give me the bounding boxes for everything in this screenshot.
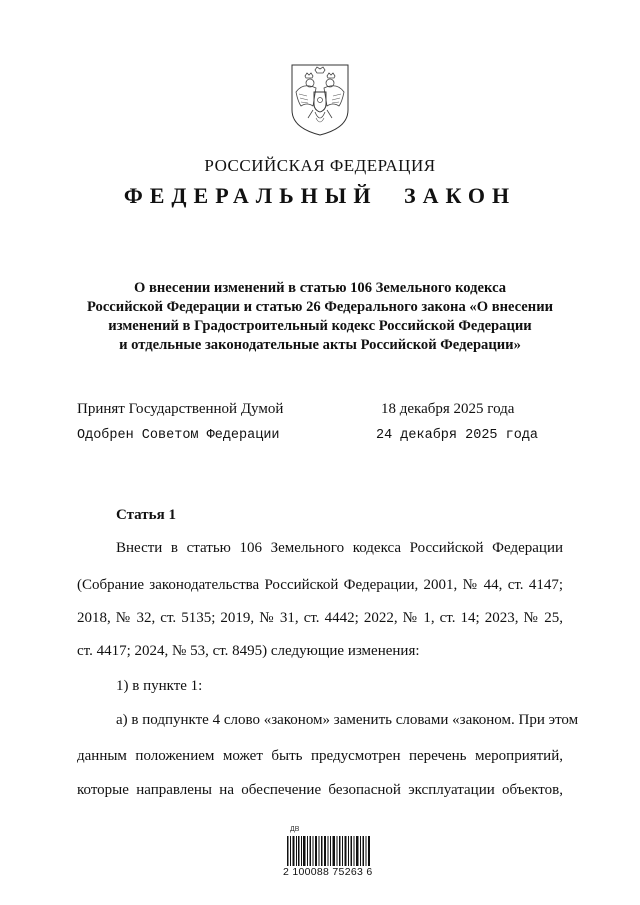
barcode-number: 2 100088 75263 6 <box>283 866 373 878</box>
article-text-line: ст. 4417; 2024, № 53, ст. 8495) следующие изменения: <box>77 643 420 659</box>
article-text-line: а) в подпункте 4 слово «законом» заменить словами «законом. При этом <box>116 712 579 728</box>
council-approval-label: Одобрен Советом Федерации <box>77 428 280 443</box>
council-approval-date: 24 декабря 2025 года <box>376 428 539 443</box>
article-text-line: Внести в статью 106 Земельного кодекса Российской Федерации <box>116 540 563 556</box>
article-heading: Статья 1 <box>116 507 176 523</box>
article-text-line: которые направлены на обеспечение безопасной эксплуатации объектов, <box>77 782 563 798</box>
barcode-icon <box>287 836 371 866</box>
law-title-line: О внесении изменений в статью 106 Земельного кодекса <box>133 280 507 296</box>
law-title-line: изменений в Градостроительный кодекс Российской Федерации <box>108 318 532 334</box>
article-text-line: данным положением может быть предусмотрен перечень мероприятий, <box>77 748 563 764</box>
document-type: ФЕДЕРАЛЬНЫЙ ЗАКОН <box>123 183 517 208</box>
coat-of-arms-icon <box>289 62 351 138</box>
law-title-line: и отдельные законодательные акты Российской Федерации» <box>119 337 521 353</box>
law-title-line: Российской Федерации и статью 26 Федерального закона «О внесении <box>86 299 554 315</box>
country-name: РОССИЙСКАЯ ФЕДЕРАЦИЯ <box>204 156 436 175</box>
article-text-line: 1) в пункте 1: <box>116 678 203 694</box>
article-text-line: 2018, № 32, ст. 5135; 2019, № 31, ст. 4442; 2022, № 1, ст. 14; 2023, № 25, <box>77 610 563 626</box>
law-title <box>70 279 570 355</box>
duma-adoption-label: Принят Государственной Думой <box>77 401 284 417</box>
article-text-line: (Собрание законодательства Российской Федерации, 2001, № 44, ст. 4147; <box>77 577 563 593</box>
registration-stamp: ДВ <box>290 826 300 833</box>
duma-adoption-date: 18 декабря 2025 года <box>381 401 515 417</box>
